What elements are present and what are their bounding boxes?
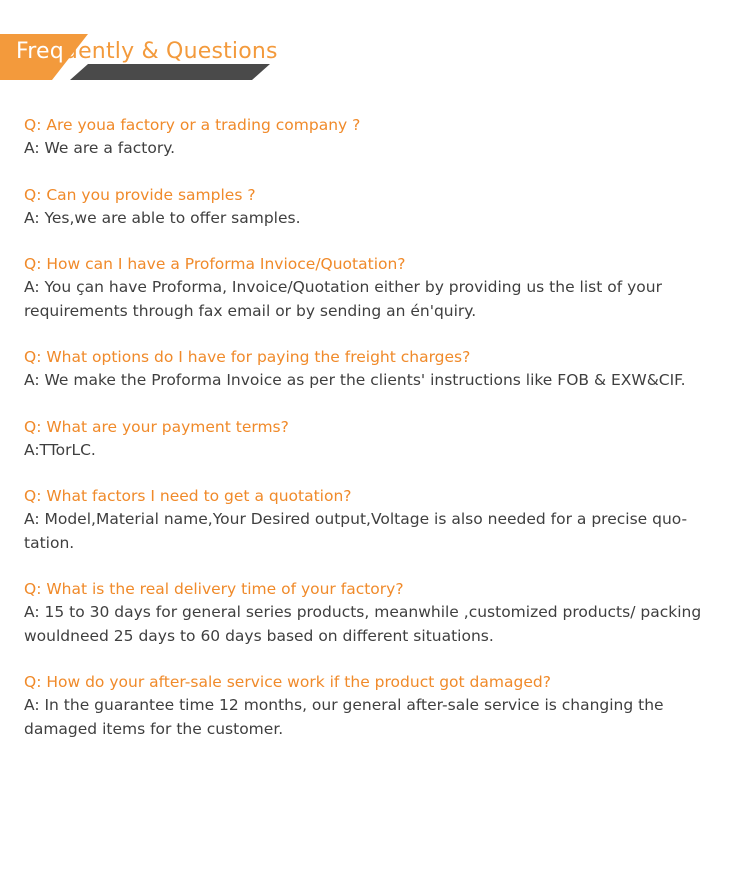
faq-item [24,114,730,161]
faq-item [24,416,730,463]
faq-answer: A: We are a factory. [24,139,176,157]
faq-answer: A: Yes,we are able to offer samples. [24,208,301,227]
faq-list [24,114,730,764]
faq-question: Q: What are your payment terms? [24,417,289,436]
faq-question: Q: Are youa factory or a trading company ? [24,116,361,134]
faq-item [24,578,730,648]
faq-item [24,671,730,741]
section-title-part1: Freq [16,39,64,64]
faq-answer: A: 15 to 30 days for general series products, meanwhile ,customized products/ packing wouldneed 25 days to 60 days based on different situations. [24,603,702,645]
faq-item [24,253,730,323]
faq-answer: A:TTorLC. [24,440,96,459]
faq-answer: A: You çan have Proforma, Invoice/Quotation either by providing us the list of your requirements through fax email or by sending an én'quiry. [24,278,662,320]
faq-question: Q: What options do I have for paying the freight charges? [24,348,471,366]
faq-question: Q: How do your after-sale service work if the product got damaged? [24,673,551,691]
faq-question: Q: How can I have a Proforma Invioce/Quotation? [24,255,406,273]
faq-question: Q: Can you provide samples ? [24,185,256,204]
faq-item [24,184,730,231]
section-title [16,36,278,68]
faq-item [24,346,730,393]
faq-question: Q: What is the real delivery time of your factory? [24,580,404,598]
faq-answer: A: Model,Material name,Your Desired output,Voltage is also needed for a precise quo-tation. [24,510,688,552]
section-title-part2: uently [63,39,135,64]
faq-answer: A: We make the Proforma Invoice as per the clients' instructions like FOB & EXW&CIF. [24,371,686,389]
section-title-part3: & Questions [134,39,278,64]
section-banner [0,34,300,80]
faq-answer: A: In the guarantee time 12 months, our general after-sale service is changing the damaged items for the customer. [24,696,664,738]
faq-item [24,485,730,555]
faq-question: Q: What factors I need to get a quotation? [24,487,352,505]
